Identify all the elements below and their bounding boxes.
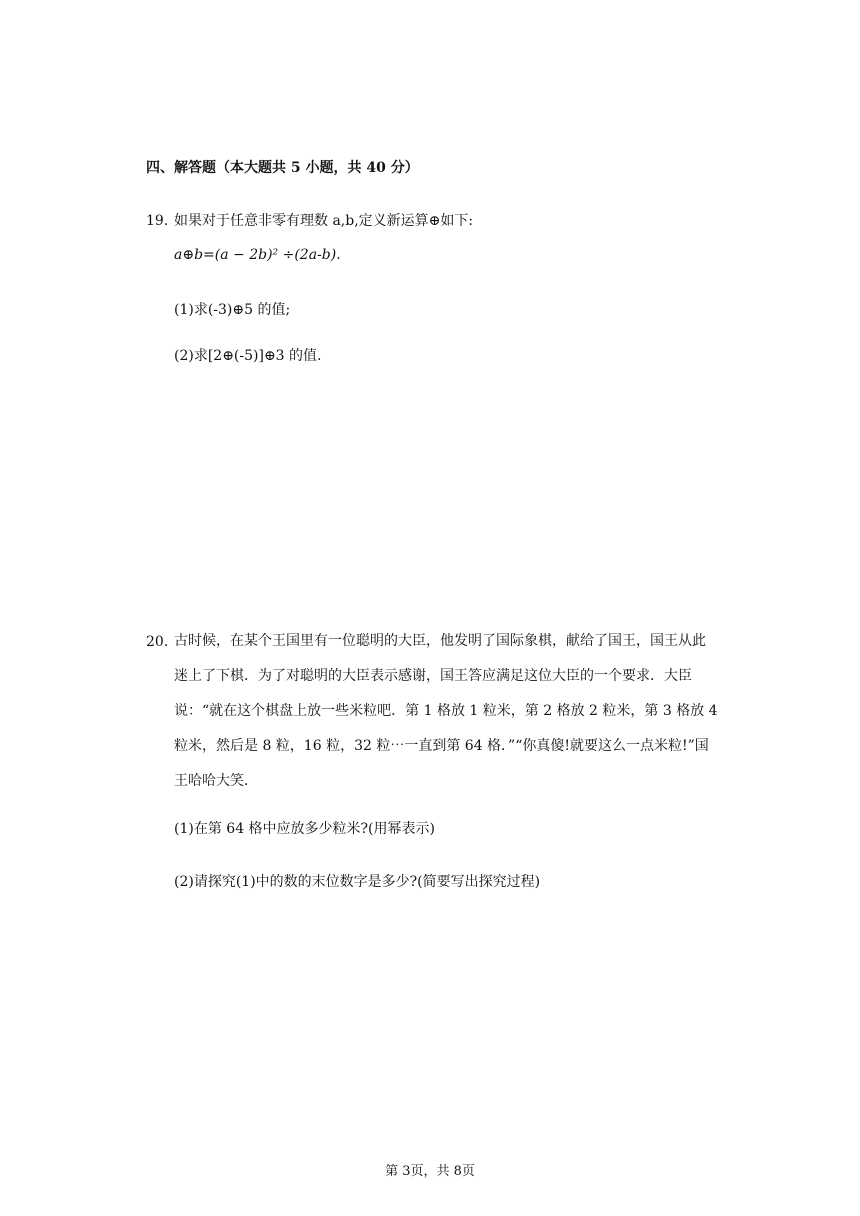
question-20-part-2: (2)请探究(1)中的数的末位数字是多少?(简要写出探究过程) (174, 874, 541, 890)
question-20-number: 20. (146, 634, 169, 650)
page-footer: 第 3页，共 8页 (385, 1164, 475, 1179)
question-19-part-1: (1)求(-3)⊕5 的值; (174, 302, 291, 318)
question-20-part-1: (1)在第 64 格中应放多少粒米?(用幂表示) (174, 821, 435, 837)
question-20-paragraph: 古时候，在某个王国里有一位聪明的大臣，他发明了国际象棋，献给了国王，国王从此迷上了下棋．为了对聪明的大臣表示感谢，国王答应满足这位大臣的一个要求．大臣说：“就在这个棋盘上放一些米粒吧．第 1 格放 1 粒米，第 2 格放 2 粒米，第 3 格放 4 粒米，然后是 8 粒，16 粒，32 粒⋯一直到第 64 格．”“你真傻!就要这么一点米粒!”国王哈哈大笑． (174, 633, 718, 789)
question-19-formula: a⊕b=(a − 2b)² ÷(2a-b). (174, 247, 341, 263)
question-19-part-2: (2)求[2⊕(-5)]⊕3 的值. (174, 348, 322, 364)
question-19-stem: 如果对于任意非零有理数 a,b,定义新运算⊕如下: (174, 213, 474, 229)
section-title: 四、解答题（本大题共 5 小题，共 40 分） (146, 160, 419, 176)
question-19-number: 19. (146, 213, 169, 229)
